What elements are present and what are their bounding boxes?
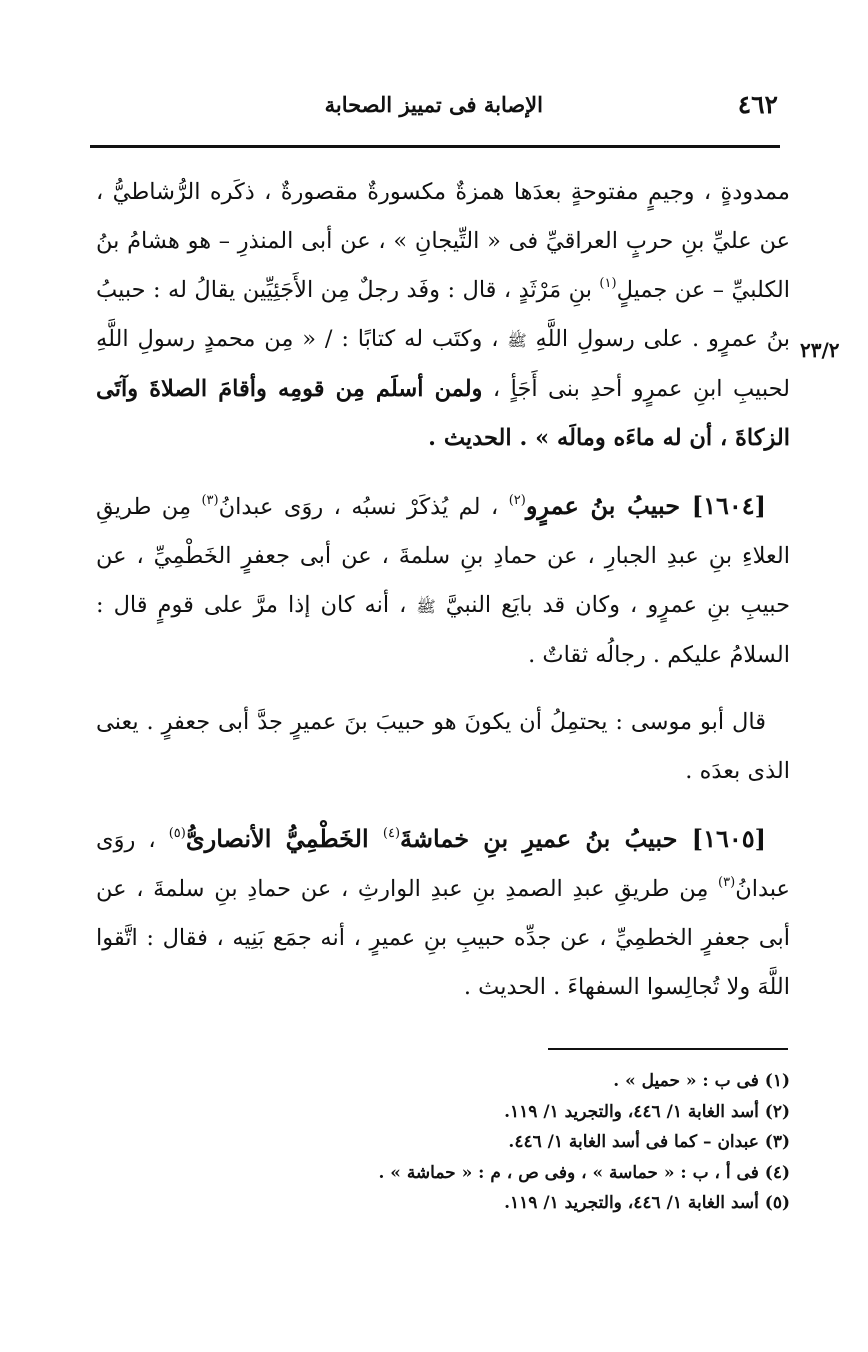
bold-quote: ولمن أسلَم مِن قومِه وأقامَ الصلاةَ وآتَى الزكاةَ ، أن له ماءَه ومالَه » . الحديث [96, 376, 790, 451]
entry-1604 [96, 481, 790, 680]
abu-musa-note [96, 698, 790, 796]
paragraph-1 [96, 168, 790, 463]
footnote-2: (٢) أسد الغابة ١/ ٤٤٦، والتجريد ١/ ١١٩. [504, 1101, 790, 1122]
main-text [96, 168, 790, 1012]
header-rule [90, 145, 780, 148]
salla-symbol: ﷺ [507, 331, 527, 350]
footnote-5: (٥) أسد الغابة ١/ ٤٤٦، والتجريد ١/ ١١٩. [504, 1193, 790, 1213]
footnote-ref-4[interactable]: (٤) [382, 826, 401, 841]
text-run: قال أبو موسى : يحتمِلُ أن يكونَ هو حبيبَ بنَ عميرٍ جدَّ أبى جعفرٍ . يعنى الذى بعدَه . [96, 709, 790, 784]
entry-heading: [١٦٠٤] حبيبُ بنُ عمرٍو [525, 491, 766, 520]
text-run: ، لم يُذكَرْ نسبُه ، روَى عبدانُ [218, 494, 509, 520]
page-header [88, 88, 778, 128]
text-run: مِن طريقِ عبدِ الصمدِ بنِ عبدِ الوارثِ ، عن حمادِ بنِ سلمةَ ، عن أبى جعفرٍ الخطمِيِّ ، عن جدِّه حبيبِ بنِ عميرٍ ، أنه جمَع بَنِيه ، فقال : اتَّقوا اللَّهَ ولا تُجالِسوا السفهاءَ . الحديث . [96, 876, 790, 1000]
footnote-3: (٣) عبدان – كما فى أسد الغابة ١/ ٤٤٦. [508, 1132, 790, 1152]
page-number: ٤٦٢ [737, 90, 778, 119]
salla-symbol: ﷺ [416, 597, 436, 616]
footnote-ref-5[interactable]: (٥) [168, 826, 186, 841]
footnotes [360, 1066, 790, 1219]
entry-1605 [96, 814, 790, 1012]
footnote-ref-3[interactable]: (٣) [718, 875, 736, 890]
text-run: . [428, 425, 444, 451]
text-run: ، روَى عبدانُ [96, 827, 790, 902]
text-run: ممدودةٍ ، وجيمٍ مفتوحةٍ بعدَها همزةٌ مكسورةٌ مقصورةٌ ، ذكَره الرُّشاطيُّ ، عن عليِّ بنِ حربٍ العراقيِّ فى « التِّيجانِ » ، عن أبى المنذرِ – هو هشامُ بنُ الكلبيِّ – عن جميلٍ [96, 179, 790, 303]
footnote-4: (٤) فى أ ، ب : « حماسة » ، وفى ص ، م : « حماشة » . [378, 1162, 790, 1183]
footnote-ref-3[interactable]: (٣) [201, 493, 219, 508]
running-title: الإصابة فى تمييز الصحابة [324, 92, 543, 117]
text-run: ، وكتَب له كتابًا : / « مِن محمدٍ رسولِ اللَّهِ لحبيبِ ابنِ عمرٍو أحدِ بنى أَجَأٍ ، [96, 326, 790, 402]
footnote-rule [548, 1048, 788, 1050]
footnote-ref-1[interactable]: (١) [599, 276, 617, 291]
text-run: بنِ مَرْثَدٍ ، قال : وفَد رجلٌ مِن الأَجَئِيِّين يقالُ له : حبيبُ بنُ عمرٍو . على رسولِ اللَّهِ [96, 277, 790, 352]
text-run: ، أنه كان إذا مرَّ على قومٍ قال : السلامُ عليكم . رجالُه ثقاتٌ . [96, 592, 790, 668]
text-run: مِن طريقِ العلاءِ بنِ عبدِ الجبارِ ، عن حمادِ بنِ سلمةَ ، عن أبى جعفرٍ الخَطْمِيِّ ، عن حبيبِ بنِ عمرٍو ، وكان قد بايَع النبيَّ [96, 494, 791, 618]
margin-reference: ٢٣/٢ [800, 338, 840, 362]
entry-heading-nisba: الخَطْمِيُّ الأنصارىُّ [185, 824, 383, 853]
footnote-ref-2[interactable]: (٢) [508, 493, 526, 508]
footnote-1: (١) فى ب : « حميل » . [613, 1071, 790, 1091]
entry-heading: [١٦٠٥] حبيبُ بنُ عميرِ بنِ خماشةَ [400, 824, 766, 853]
